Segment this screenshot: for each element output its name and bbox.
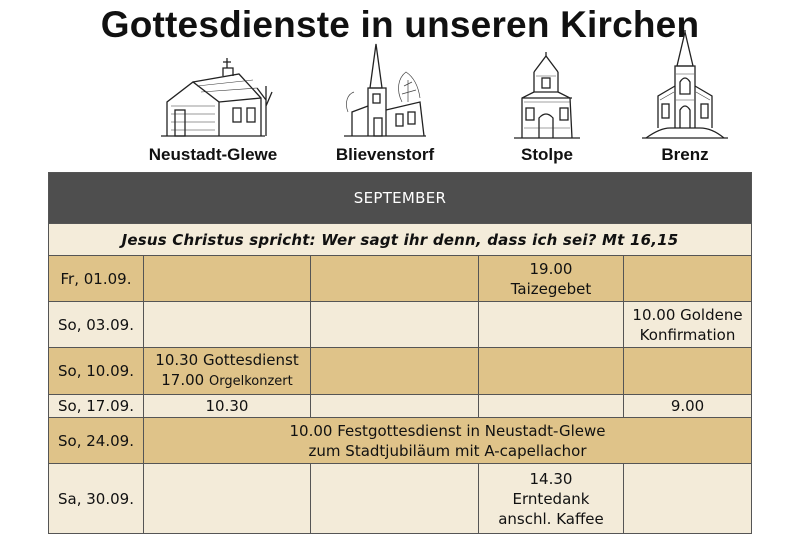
service-date: So, 03.09. [49, 302, 144, 348]
table-row [49, 348, 752, 395]
page-title: Gottesdienste in unseren Kirchen [100, 4, 700, 45]
service-date: So, 17.09. [49, 395, 144, 418]
church-column-neustadt-glewe [138, 56, 288, 165]
church-brenz-drawing-icon [640, 30, 730, 142]
service-description: 10.00 Festgottesdienst in Neustadt-Glewe [289, 421, 606, 440]
service-description: zum Stadtjubiläum mit A-capellachor [308, 441, 587, 460]
church-name-brenz: Brenz [661, 145, 709, 164]
service-date: Sa, 30.09. [49, 464, 144, 534]
cell-stolpe [479, 256, 624, 302]
cell-neustadt-glewe [144, 256, 311, 302]
cell-blievenstorf [311, 302, 479, 348]
church-name-neustadt-glewe: Neustadt-Glewe [148, 145, 278, 164]
cell-blievenstorf [311, 395, 479, 418]
service-date: So, 24.09. [49, 418, 144, 464]
service-description: 10.00 Goldene [632, 305, 743, 324]
cell-neustadt-glewe: 10.30 [144, 395, 311, 418]
table-row [49, 464, 752, 534]
table-row [49, 418, 752, 464]
cell-stolpe [479, 395, 624, 418]
cell-blievenstorf [311, 464, 479, 534]
service-time: 19.00 [529, 259, 573, 278]
cell-brenz [624, 464, 752, 534]
service-description: 10.30 Gottesdienst [155, 351, 299, 369]
service-description [146, 370, 308, 392]
church-blievenstorf-drawing-icon [340, 40, 430, 142]
service-date: So, 10.09. [49, 348, 144, 395]
table-row [49, 302, 752, 348]
church-neustadt-glewe-drawing-icon [153, 56, 273, 142]
service-description: Taizegebet [510, 279, 592, 298]
month-header-row [49, 173, 752, 224]
church-name-blievenstorf: Blievenstorf [335, 145, 435, 164]
service-date: Fr, 01.09. [49, 256, 144, 302]
cell-blievenstorf [311, 256, 479, 302]
service-description: anschl. Kaffee [498, 509, 604, 528]
cell-neustadt-glewe [144, 464, 311, 534]
service-schedule-table [48, 172, 752, 534]
service-title: Orgelkonzert [209, 374, 293, 389]
cell-blievenstorf [311, 348, 479, 395]
bible-verse: Jesus Christus spricht: Wer sagt ihr denn, dass ich sei? Mt 16,15 [49, 224, 752, 256]
service-time: 17.00 [161, 371, 205, 389]
cell-neustadt-glewe [144, 302, 311, 348]
cell-brenz [624, 256, 752, 302]
church-column-brenz [640, 30, 730, 165]
church-name-stolpe: Stolpe [521, 145, 573, 164]
cell-brenz: 9.00 [624, 395, 752, 418]
cell-stolpe [479, 464, 624, 534]
bible-verse-row [49, 224, 752, 256]
month-header: SEPTEMBER [49, 173, 752, 224]
service-description: Konfirmation [639, 325, 736, 344]
service-time: 14.30 [529, 469, 573, 488]
cell-all-churches [144, 418, 752, 464]
church-stolpe-drawing-icon [512, 52, 582, 142]
cell-neustadt-glewe [144, 348, 311, 395]
table-row [49, 256, 752, 302]
cell-stolpe [479, 348, 624, 395]
church-column-blievenstorf [320, 40, 450, 165]
service-description: Erntedank [512, 489, 590, 508]
table-row [49, 395, 752, 418]
cell-brenz [624, 302, 752, 348]
cell-brenz [624, 348, 752, 395]
church-column-stolpe [497, 52, 597, 165]
cell-stolpe [479, 302, 624, 348]
